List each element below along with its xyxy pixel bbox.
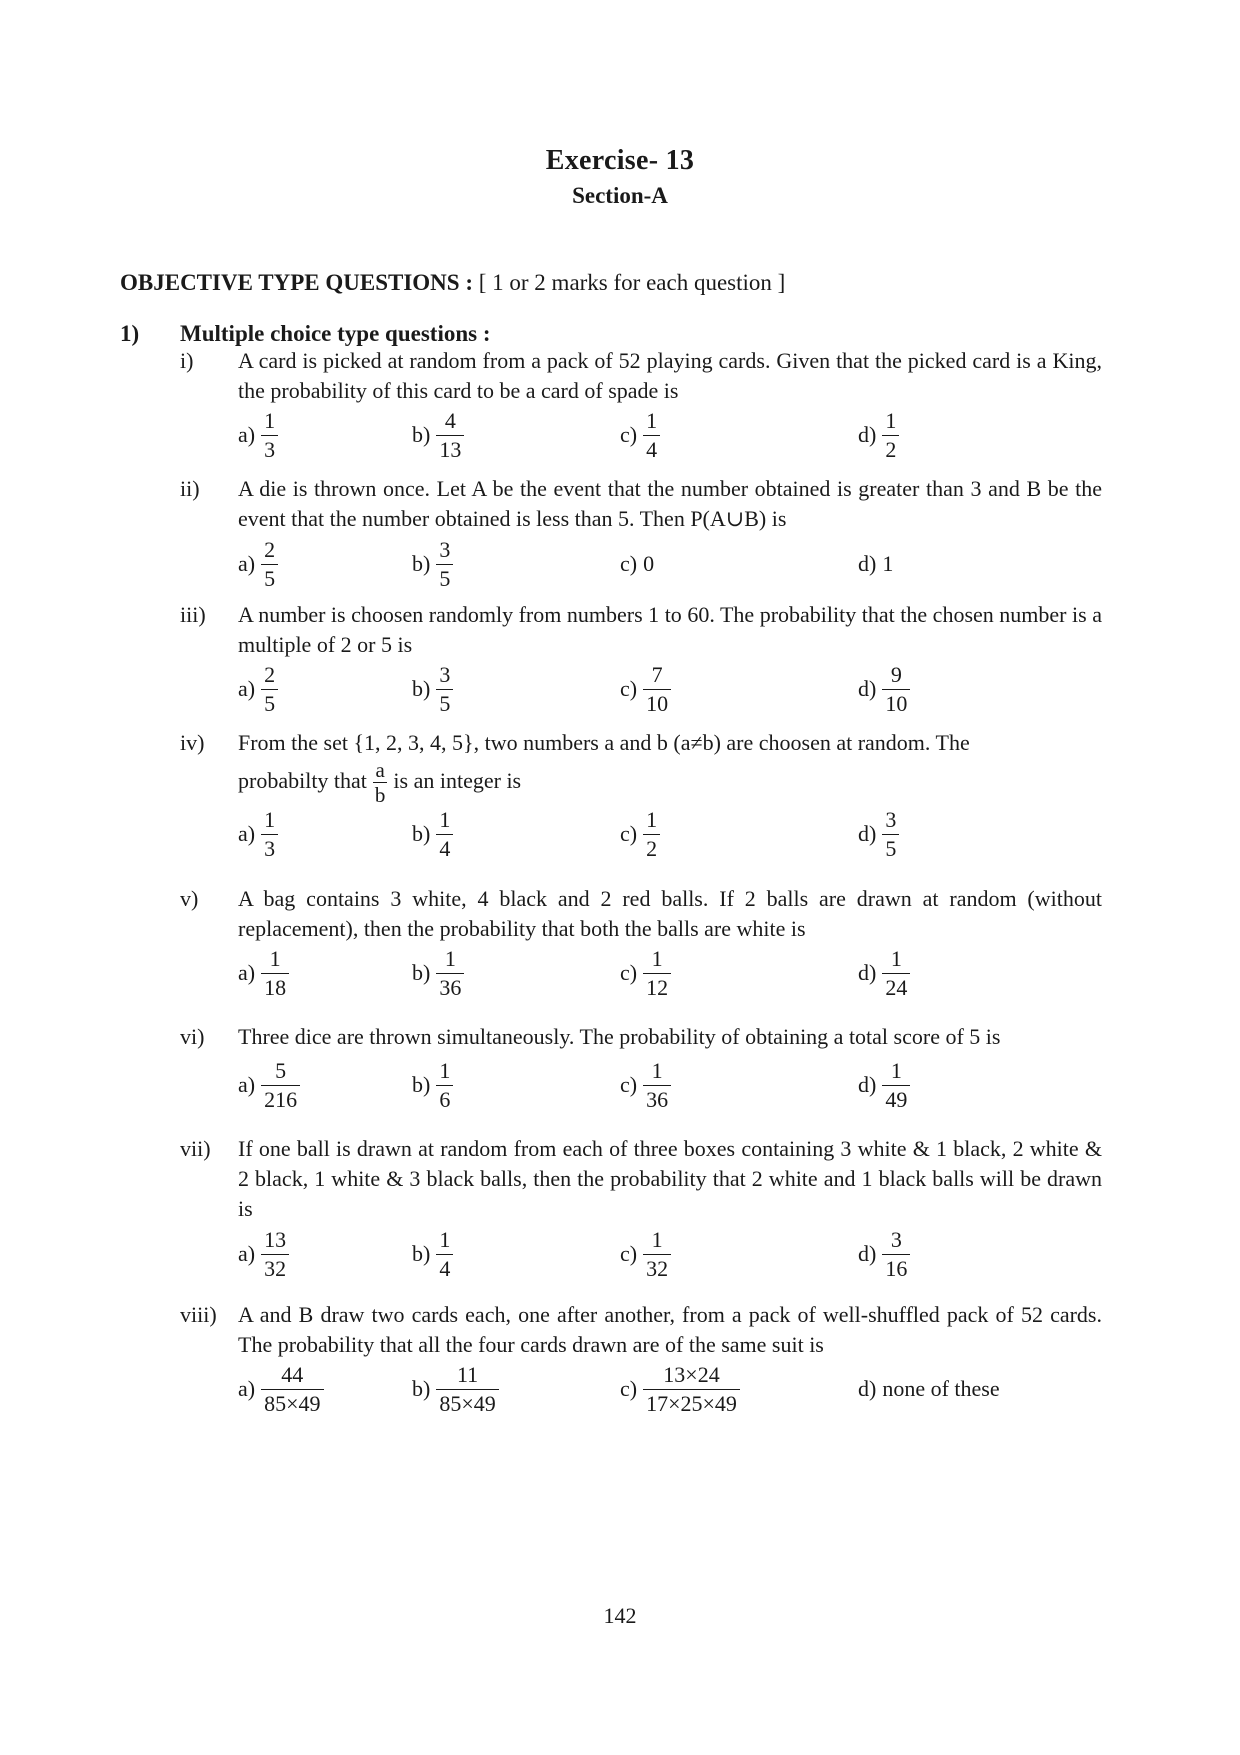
answer-option: [620, 1055, 671, 1115]
option-fraction: [261, 1057, 300, 1114]
option-fraction: [643, 806, 660, 863]
fraction-denominator: 24: [882, 973, 910, 1002]
option-label: c): [620, 676, 638, 701]
fraction-denominator: 10: [882, 689, 910, 718]
option-fraction: [436, 661, 453, 718]
fraction-denominator: 18: [261, 973, 289, 1002]
option-value: 0: [643, 551, 655, 576]
fraction-numerator: 1: [264, 407, 276, 433]
option-label: c): [620, 1072, 638, 1097]
fraction-numerator: 5: [275, 1057, 287, 1083]
fraction-numerator: 1: [439, 806, 451, 832]
fraction-numerator: 1: [651, 1057, 663, 1083]
fraction-denominator: 36: [436, 973, 464, 1002]
option-fraction: [643, 661, 671, 718]
fraction-denominator: 17×25×49: [643, 1389, 740, 1418]
option-fraction: [882, 806, 899, 863]
fraction-denominator: 5: [882, 834, 899, 863]
option-fraction: [436, 1226, 453, 1283]
question-text: [238, 600, 1102, 660]
fraction-numerator: 1: [269, 945, 281, 971]
fraction-denominator: b: [374, 783, 386, 807]
fraction-denominator: 49: [882, 1085, 910, 1114]
option-label: a): [238, 1072, 256, 1097]
option-fraction: [882, 1057, 910, 1114]
fraction-numerator: 1: [439, 1226, 451, 1252]
objective-label: OBJECTIVE TYPE QUESTIONS :: [120, 270, 473, 295]
fraction-numerator: 1: [264, 806, 276, 832]
option-row: [0, 534, 1240, 594]
option-label: d): [858, 1241, 877, 1266]
answer-option: [238, 405, 278, 465]
fraction-denominator: 10: [643, 689, 671, 718]
option-fraction: [643, 1226, 671, 1283]
fraction-numerator: 1: [646, 806, 658, 832]
fraction-denominator: 4: [643, 435, 660, 464]
question-roman-numeral: vi): [180, 1024, 205, 1049]
question-roman-numeral: v): [180, 886, 199, 911]
option-row: [0, 1359, 1240, 1419]
option-label: b): [412, 1241, 431, 1266]
answer-option: [620, 534, 654, 594]
fraction-numerator: 3: [439, 536, 451, 562]
answer-option: [858, 943, 910, 1003]
question-roman-numeral: viii): [180, 1302, 217, 1327]
fraction-numerator: 1: [651, 945, 663, 971]
option-row: [0, 659, 1240, 719]
fraction-denominator: 5: [436, 564, 453, 593]
answer-option: [238, 1359, 324, 1419]
question-text: [238, 474, 1102, 534]
option-value: none of these: [882, 1376, 1000, 1401]
question-text: [238, 1022, 1102, 1052]
option-label: d): [858, 960, 877, 985]
answer-option: [858, 1055, 910, 1115]
fraction-denominator: 32: [261, 1254, 289, 1283]
answer-option: [412, 804, 453, 864]
fraction-denominator: 2: [643, 834, 660, 863]
option-label: a): [238, 1376, 256, 1401]
option-label: b): [412, 422, 431, 447]
option-row: [0, 943, 1240, 1003]
option-label: a): [238, 960, 256, 985]
option-label: c): [620, 1376, 638, 1401]
question-number: 1): [120, 321, 140, 346]
fraction-numerator: 1: [890, 945, 902, 971]
option-fraction: [261, 1226, 289, 1283]
answer-option: [858, 1224, 910, 1284]
option-label: c): [620, 960, 638, 985]
answer-option: [620, 943, 671, 1003]
fraction-numerator: 11: [456, 1361, 479, 1387]
fraction-numerator: 4: [444, 407, 456, 433]
option-label: c): [620, 1241, 638, 1266]
question-roman-numeral: i): [180, 348, 194, 373]
option-fraction: [261, 536, 278, 593]
answer-option: [238, 534, 278, 594]
fraction-numerator: 7: [651, 661, 663, 687]
fraction-numerator: 1: [651, 1226, 663, 1252]
question-text: [238, 1300, 1102, 1360]
question-text-part: probabilty that: [238, 767, 367, 793]
option-fraction: [882, 407, 899, 464]
option-label: d): [858, 422, 877, 447]
question-text: [238, 346, 1102, 406]
fraction-denominator: 12: [643, 973, 671, 1002]
answer-option: [620, 659, 671, 719]
option-label: d): [858, 551, 877, 576]
option-label: a): [238, 422, 256, 447]
option-row: [0, 804, 1240, 864]
option-fraction: [643, 1057, 671, 1114]
option-label: b): [412, 676, 431, 701]
question-text-line-2: [238, 758, 522, 807]
option-label: c): [620, 422, 638, 447]
answer-option: [412, 1359, 499, 1419]
inline-fraction: [373, 758, 388, 807]
option-label: d): [858, 1072, 877, 1097]
question-text: [238, 884, 1102, 944]
option-row: [0, 1055, 1240, 1115]
question-roman-numeral: ii): [180, 476, 200, 501]
fraction-numerator: 3: [885, 806, 897, 832]
option-fraction: [436, 1057, 453, 1114]
question-text-line: Three dice are thrown simultaneously. The probability of obtaining a total score of 5 is: [238, 1024, 1001, 1049]
question-roman-numeral: iii): [180, 602, 206, 627]
fraction-numerator: 1: [885, 407, 897, 433]
option-label: d): [858, 1376, 877, 1401]
page-number: 142: [603, 1603, 637, 1628]
option-label: a): [238, 676, 256, 701]
option-fraction: [436, 806, 453, 863]
option-fraction: [261, 1361, 323, 1418]
fraction-denominator: 13: [436, 435, 464, 464]
objective-marks-note: [ 1 or 2 marks for each question ]: [478, 270, 786, 295]
option-label: b): [412, 1072, 431, 1097]
question-text-line: If one ball is drawn at random from each of three boxes containing 3 white & 1 black, 2 white & 2 black, 1 white & 3 black balls, then the probability that 2 white and 1 black balls will be drawn is: [238, 1136, 1102, 1221]
fraction-numerator: 1: [444, 945, 456, 971]
option-label: c): [620, 821, 638, 846]
fraction-numerator: 44: [281, 1361, 304, 1387]
option-label: c): [620, 551, 638, 576]
answer-option: [858, 804, 899, 864]
fraction-denominator: 85×49: [261, 1389, 323, 1418]
option-fraction: [882, 945, 910, 1002]
option-value: 1: [882, 551, 894, 576]
answer-option: [620, 1359, 740, 1419]
answer-option: [858, 1359, 1000, 1419]
option-fraction: [436, 407, 464, 464]
question-roman-numeral: iv): [180, 730, 205, 755]
fraction-numerator: 2: [264, 536, 276, 562]
option-fraction: [261, 407, 278, 464]
option-label: d): [858, 821, 877, 846]
question-text-part: is an integer is: [393, 767, 522, 793]
fraction-numerator: 2: [264, 661, 276, 687]
option-label: b): [412, 1376, 431, 1401]
answer-option: [412, 534, 453, 594]
objective-heading: [120, 270, 785, 296]
question-text: [238, 728, 1102, 807]
fraction-denominator: 85×49: [436, 1389, 498, 1418]
fraction-numerator: 1: [890, 1057, 902, 1083]
option-fraction: [436, 1361, 498, 1418]
question-text-line: A and B draw two cards each, one after another, from a pack of well-shuffled pack of 52 cards. The probability that all the four cards drawn are of the same suit is: [238, 1302, 1102, 1357]
answer-option: [412, 1224, 453, 1284]
fraction-numerator: 1: [439, 1057, 451, 1083]
option-label: b): [412, 551, 431, 576]
fraction-numerator: 3: [890, 1226, 902, 1252]
answer-option: [620, 804, 660, 864]
option-fraction: [882, 1226, 910, 1283]
question-text-line: From the set {1, 2, 3, 4, 5}, two numbers a and b (a≠b) are choosen at random. The: [238, 730, 970, 755]
fraction-numerator: 9: [890, 661, 902, 687]
fraction-denominator: 5: [436, 689, 453, 718]
option-fraction: [882, 661, 910, 718]
fraction-denominator: 4: [436, 834, 453, 863]
answer-option: [412, 405, 464, 465]
option-fraction: [261, 806, 278, 863]
answer-option: [858, 534, 893, 594]
answer-option: [238, 1224, 289, 1284]
answer-option: [238, 804, 278, 864]
exercise-title: Exercise- 13: [545, 145, 695, 176]
fraction-numerator: a: [375, 758, 385, 782]
answer-option: [412, 943, 464, 1003]
option-label: a): [238, 821, 256, 846]
question-heading: Multiple choice type questions :: [180, 321, 491, 346]
fraction-denominator: 4: [436, 1254, 453, 1283]
fraction-denominator: 6: [436, 1085, 453, 1114]
option-fraction: [643, 1361, 740, 1418]
option-fraction: [261, 945, 289, 1002]
answer-option: [412, 659, 453, 719]
answer-option: [412, 1055, 453, 1115]
answer-option: [238, 1055, 300, 1115]
option-row: [0, 1224, 1240, 1284]
question-roman-numeral: vii): [180, 1136, 211, 1161]
fraction-denominator: 2: [882, 435, 899, 464]
question-text-line: A die is thrown once. Let A be the event that the number obtained is greater than 3 and B be the event that the number obtained is less than 5. Then P(A∪B) is: [238, 476, 1102, 531]
answer-option: [238, 659, 278, 719]
fraction-numerator: 3: [439, 661, 451, 687]
option-row: [0, 405, 1240, 465]
option-fraction: [643, 945, 671, 1002]
option-label: a): [238, 1241, 256, 1266]
option-label: b): [412, 960, 431, 985]
fraction-denominator: 36: [643, 1085, 671, 1114]
fraction-numerator: 13: [264, 1226, 287, 1252]
answer-option: [620, 1224, 671, 1284]
fraction-denominator: 216: [261, 1085, 300, 1114]
fraction-denominator: 16: [882, 1254, 910, 1283]
answer-option: [238, 943, 289, 1003]
question-text-line: A card is picked at random from a pack of 52 playing cards. Given that the picked card is a King, the probability of this card to be a card of spade is: [238, 348, 1102, 403]
fraction-numerator: 1: [646, 407, 658, 433]
option-label: a): [238, 551, 256, 576]
fraction-denominator: 5: [261, 689, 278, 718]
answer-option: [620, 405, 660, 465]
answer-option: [858, 405, 899, 465]
option-fraction: [436, 945, 464, 1002]
option-label: d): [858, 676, 877, 701]
question-text-line: A number is choosen randomly from numbers 1 to 60. The probability that the chosen number is a multiple of 2 or 5 is: [238, 602, 1102, 657]
fraction-denominator: 3: [261, 834, 278, 863]
question-text: [238, 1134, 1102, 1224]
option-fraction: [261, 661, 278, 718]
answer-option: [858, 659, 910, 719]
fraction-denominator: 3: [261, 435, 278, 464]
fraction-numerator: 13×24: [663, 1361, 720, 1387]
section-heading: Section-A: [572, 183, 668, 208]
question-text-line: A bag contains 3 white, 4 black and 2 red balls. If 2 balls are drawn at random (without replacement), then the probability that both the balls are white is: [238, 886, 1102, 941]
fraction-denominator: 32: [643, 1254, 671, 1283]
option-label: b): [412, 821, 431, 846]
option-fraction: [643, 407, 660, 464]
option-fraction: [436, 536, 453, 593]
fraction-denominator: 5: [261, 564, 278, 593]
